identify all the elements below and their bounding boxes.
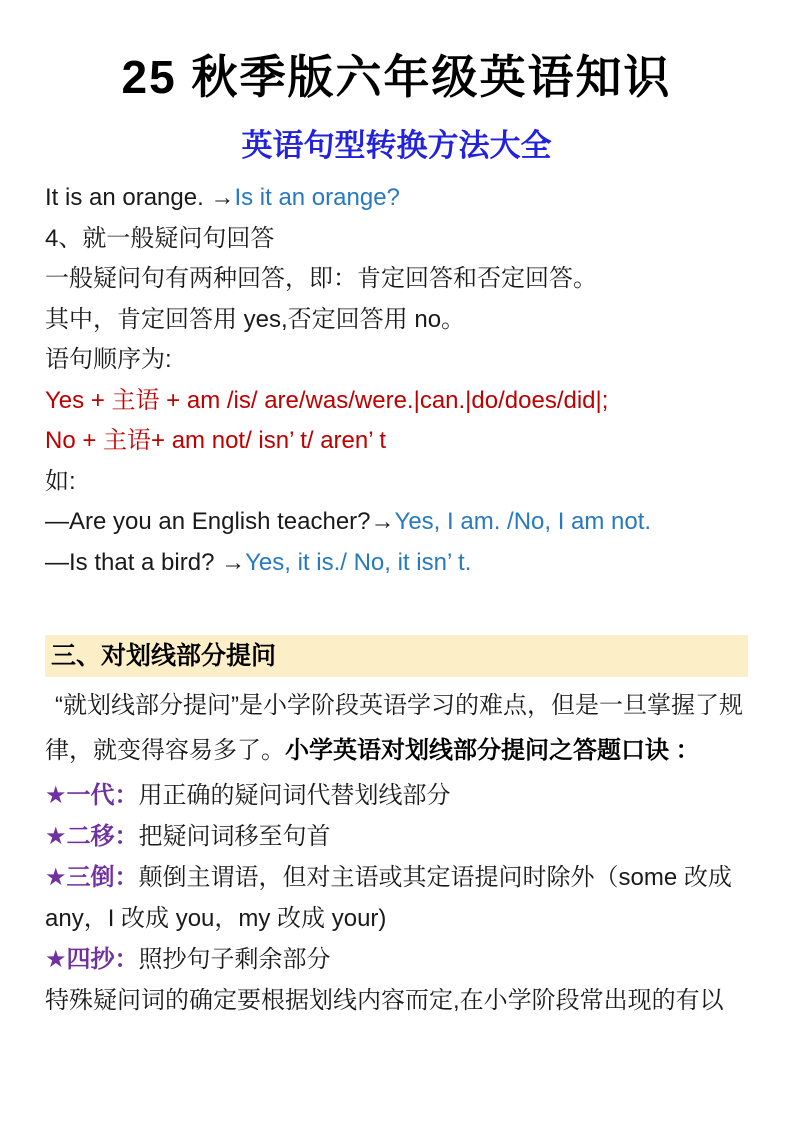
- star-icon: ★四抄：: [45, 946, 139, 973]
- star-icon: ★二移：: [45, 823, 139, 850]
- rule-text-1: 用正确的疑问词代替划线部分: [138, 782, 451, 809]
- rule-text-4: 照抄句子剩余部分: [138, 946, 331, 973]
- example-orange-line: [45, 178, 748, 219]
- rule-text-2: 把疑问词移至句首: [138, 823, 331, 850]
- example-orange-question: It is an orange. →: [45, 184, 235, 211]
- example-bird-line: [45, 543, 748, 584]
- example-bird-answer: Yes, it is./ No, it isn’ t.: [245, 548, 472, 576]
- ru-line: 如:: [45, 467, 76, 495]
- rule-item-4: [45, 939, 748, 980]
- intro-normal-text: “就划线部分提问”是小学阶段英语学习的难点，但是一旦掌握了规律，就变得容易多了。: [45, 692, 743, 764]
- formula-yes-line: Yes + 主语 + am /is/ are/was/were.|can.|do/does/did|;: [45, 386, 609, 414]
- order-line: 语句顺序为:: [45, 346, 172, 373]
- intro-paragraph: [45, 683, 748, 773]
- example-teacher-answer: Yes, I am. /No, I am not.: [394, 508, 652, 535]
- rule-item-3: [45, 857, 748, 939]
- example-bird-question: —Is that a bird? →: [45, 548, 246, 576]
- rule-item-2: [45, 816, 748, 857]
- closing-line: 特殊疑问词的确定要根据划线内容而定,在小学阶段常出现的有以: [45, 987, 724, 1014]
- intro-bold-text: 小学英语对划线部分提问之答题口诀 ：: [285, 737, 700, 764]
- item4-heading: 4、就一般疑问句回答: [45, 224, 275, 252]
- example-teacher-question: —Are you an English teacher?→: [45, 508, 395, 535]
- rule-text-3: 颠倒主谓语，但对主语或其定语提问时除外（some 改成 any，I 改成 you，my 改成 your): [45, 864, 732, 932]
- yes-no-line: 其中，肯定回答用 yes,否定回答用 no。: [45, 305, 466, 333]
- formula-no-line: No + 主语+ am not/ isn’ t/ aren’ t: [45, 427, 387, 454]
- example-teacher-line: [45, 502, 748, 543]
- page-title: 25 秋季版六年级英语知识: [121, 51, 672, 103]
- rule-item-1: [45, 775, 748, 816]
- two-answers-line: 一般疑问句有两种回答，即：肯定回答和否定回答。: [45, 265, 597, 292]
- example-orange-answer: Is it an orange?: [234, 184, 400, 211]
- star-icon: ★一代：: [45, 782, 139, 809]
- star-icon: ★三倒：: [45, 864, 139, 891]
- page-subtitle: 英语句型转换方法大全: [241, 128, 552, 163]
- section-heading-underline-question: 三、对划线部分提问: [45, 635, 748, 677]
